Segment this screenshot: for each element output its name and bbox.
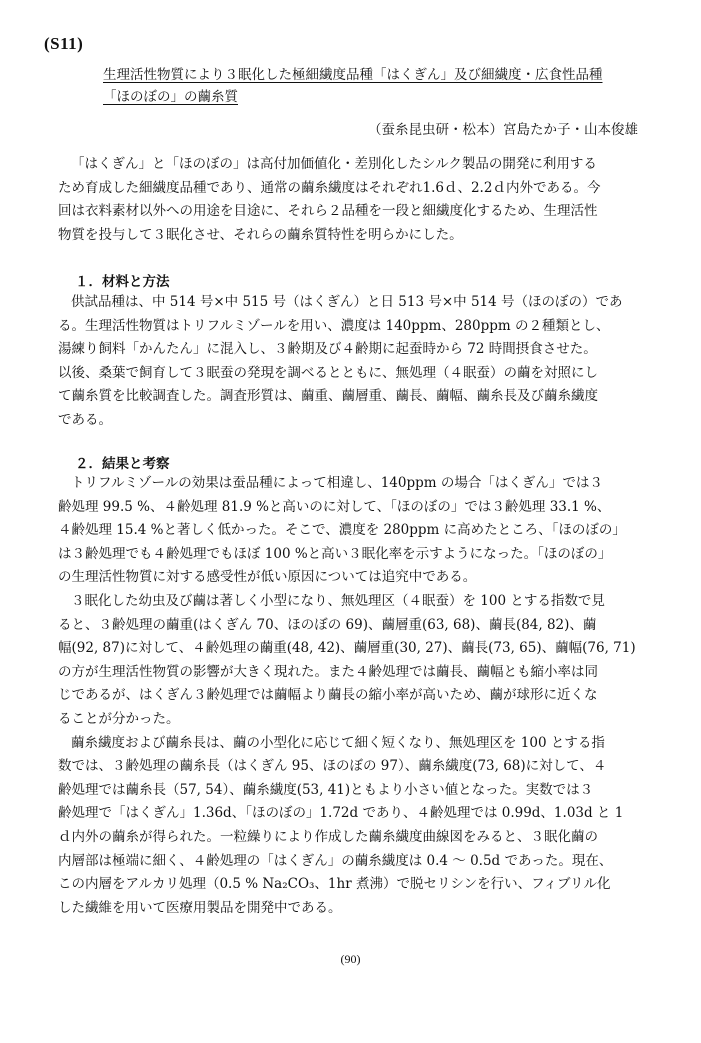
body-line: る。生理活性物質はトリフルミゾールを用い、濃度は 140ppm、280ppm の２種類とし、 [58,317,610,334]
paper-title [103,64,648,108]
body-line: 湯練り飼料「かんたん」に混入し、３齢期及び４齢期に起蚕時から 72 時間摂食させた。 [58,341,597,358]
body-line: 以後、桑葉で飼育して３眠蚕の発現を調べるとともに、無処理（４眠蚕）の繭を対照にし [58,364,598,381]
body-line: て繭糸質を比較調査した。調査形質は、繭重、繭層重、繭長、繭幅、繭糸長及び繭糸繊度 [58,388,598,405]
session-id: (S11) [44,34,84,53]
body-line: じであるが、はくぎん３齢処理では繭幅より繭長の縮小率が高いため、繭が球形に近くな [58,687,598,704]
section-2-heading: ２．結果と考察 [75,456,170,472]
intro-line: ため育成した細繊度品種であり、通常の繭糸繊度はそれぞれ1.6ｄ、2.2ｄ内外である。今 [58,179,601,196]
body-line: 供試品種は、中 514 号×中 515 号（はくぎん）と日 513 号×中 514 号（ほのぼの）であ [71,294,623,310]
body-line: この内層をアルカリ処理（0.5 % Na₂CO₃、1hr 煮沸）で脱セリシンを行い、フィブリル化 [58,876,611,893]
title-line-1: 生理活性物質により３眠化した極細繊度品種「はくぎん」及び細繊度・広食性品種 [103,67,603,83]
author-affiliation: （蚕糸昆虫研・松本）宮島たか子・山本俊雄 [368,122,638,138]
body-line: 数では、３齢処理の繭糸長（はくぎん 95、ほのぼの 97）、繭糸繊度(73, 68)に対して、４ [58,758,607,775]
body-line: した繊維を用いて医療用製品を開発中である。 [58,899,342,916]
body-line: ３眠化した幼虫及び繭は著しく小型になり、無処理区（４眠蚕）を 100 とする指数で見 [71,592,605,609]
section-1-heading: １．材料と方法 [75,274,170,290]
intro-line: 回は衣料素材以外への用途を目途に、それら２品種を一段と細繊度化するため、生理活性 [58,203,598,220]
body-line: 内層部は極端に細く、４齢処理の「はくぎん」の繭糸繊度は 0.4 ～ 0.5d であった。現在、 [58,852,613,869]
body-line: 繭糸繊度および繭糸長は、繭の小型化に応じて細く短くなり、無処理区を 100 とする指 [71,734,605,751]
body-line: である。 [58,411,112,428]
intro-paragraph [58,153,640,247]
body-line: の方が生理活性物質の影響が大きく現れた。また４齢処理では繭長、繭幅とも縮小率は同 [58,663,598,680]
body-line: の生理活性物質に対する感受性が低い原因については追究中である。 [58,569,477,586]
page-number: (90) [340,952,361,966]
body-line: 齢処理で「はくぎん」1.36d、「ほのぼの」1.72d であり、４齢処理では 0.99d、1.03d と 1 [58,805,624,822]
intro-line: 物質を投与して３眠化させ、それらの繭糸質特性を明らかにした。 [58,226,463,243]
body-line: トリフルミゾールの効果は蚕品種によって相違し、140ppm の場合「はくぎん」では３ [71,475,603,491]
intro-line: 「はくぎん」と「ほのぼの」は高付加価値化・差別化したシルク製品の開発に利用する [71,156,597,172]
body-line: ４齢処理 15.4 %と著しく低かった。そこで、濃度を 280ppm に高めたところ、「ほのぼの」 [58,522,626,539]
body-line: ることが分かった。 [58,710,180,727]
section-1-body [58,291,640,433]
body-line: は３齢処理でも４齢処理でもほぼ 100 %と高い３眠化率を示すようになった。「ほのぼの」 [58,545,612,562]
body-line: 齢処理では繭糸長（57, 54）、繭糸繊度(53, 41)ともより小さい値となった。実数では３ [58,781,594,798]
body-line: ｄ内外の繭糸が得られた。一粒繰りにより作成した繭糸繊度曲線図をみると、３眠化繭の [58,828,598,845]
body-line: 幅(92, 87)に対して、４齢処理の繭重(48, 42)、繭層重(30, 27)、繭長(73, 65)、繭幅(76, 71) [58,640,636,657]
body-line: ると、３齢処理の繭重(はくぎん 70、ほのぼの 69)、繭層重(63, 68)、繭長(84, 82)、繭 [58,616,597,633]
body-line: 齢処理 99.5 %、４齢処理 81.9 %と高いのに対して、「ほのぼの」では３齢処理 33.1 %、 [58,498,611,515]
section-2-body [58,472,640,920]
title-line-2: 「ほのぼの」の繭糸質 [103,89,238,105]
